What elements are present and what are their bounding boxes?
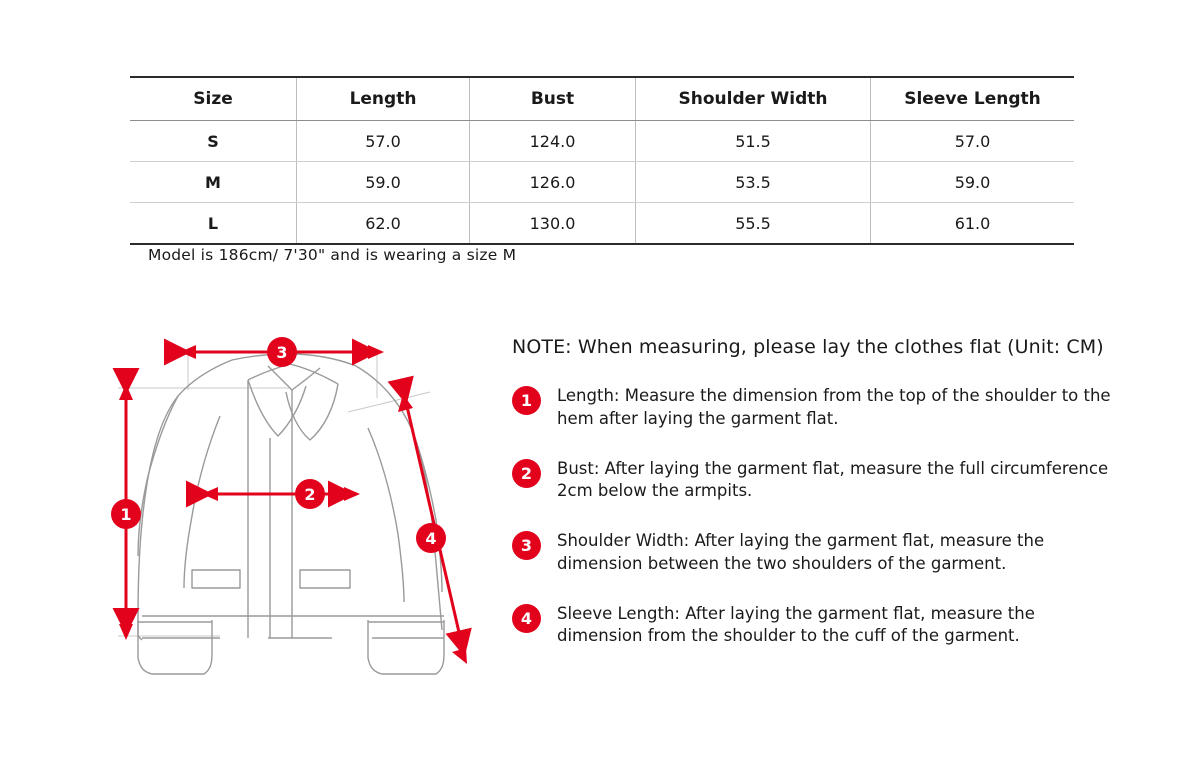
note-badge-4: 4 — [512, 604, 541, 633]
model-size-note: Model is 186cm/ 7'30" and is wearing a size M — [148, 246, 517, 264]
cell-size: S — [130, 121, 297, 162]
cell-shoulder-width: 53.5 — [636, 162, 871, 203]
column-header-sleeve-length: Sleeve Length — [871, 77, 1075, 121]
cell-length: 59.0 — [297, 162, 470, 203]
column-header-length: Length — [297, 77, 470, 121]
note-badge-2: 2 — [512, 459, 541, 488]
arrow-head-right-bust — [344, 487, 360, 501]
size-chart-table — [130, 76, 1074, 245]
cell-bust: 126.0 — [470, 162, 636, 203]
garment-diagram-svg — [100, 320, 520, 720]
diagram-marker-3-label: 3 — [276, 343, 288, 362]
diagram-marker-3 — [267, 337, 297, 367]
table-header-row — [130, 77, 1074, 121]
diagram-marker-4-label: 4 — [425, 529, 437, 548]
cell-shoulder-width: 55.5 — [636, 203, 871, 245]
note-text-length: Length: Measure the dimension from the top of the shoulder to the hem after laying the garment flat. — [557, 386, 1111, 428]
column-header-bust: Bust — [470, 77, 636, 121]
arrow-head-down-length — [119, 624, 133, 640]
arrow-head-right-shoulder — [368, 345, 384, 359]
note-item-sleeve-length — [512, 602, 1112, 649]
table-header — [130, 77, 1074, 121]
cell-sleeve-length: 61.0 — [871, 203, 1075, 245]
note-item-bust — [512, 457, 1112, 504]
column-header-shoulder-width: Shoulder Width — [636, 77, 871, 121]
cell-bust: 124.0 — [470, 121, 636, 162]
diagram-marker-1-label: 1 — [120, 505, 132, 524]
note-text-shoulder-width: Shoulder Width: After laying the garment flat, measure the dimension between the two shoulders of the garment. — [557, 531, 1045, 573]
diagram-marker-2-label: 2 — [304, 485, 316, 504]
note-item-shoulder-width — [512, 529, 1112, 576]
notes-title: NOTE: When measuring, please lay the clothes flat (Unit: CM) — [512, 336, 1104, 358]
cell-size: L — [130, 203, 297, 245]
cell-sleeve-length: 59.0 — [871, 162, 1075, 203]
jacket-outline — [138, 354, 444, 674]
note-badge-3: 3 — [512, 531, 541, 560]
diagram-marker-1 — [111, 499, 141, 529]
table-row — [130, 121, 1074, 162]
note-text-bust: Bust: After laying the garment flat, measure the full circumference 2cm below the armpits. — [557, 458, 1109, 501]
table-row — [130, 162, 1074, 203]
cell-bust: 130.0 — [470, 203, 636, 245]
table-body — [130, 121, 1074, 245]
note-item-length — [512, 384, 1112, 431]
arrow-head-down-sleeve — [452, 648, 467, 664]
cell-length: 57.0 — [297, 121, 470, 162]
cell-shoulder-width: 51.5 — [636, 121, 871, 162]
cell-length: 62.0 — [297, 203, 470, 245]
arrow-head-up-length — [119, 384, 133, 400]
cell-sleeve-length: 57.0 — [871, 121, 1075, 162]
garment-measurement-diagram — [100, 320, 520, 720]
table-row — [130, 203, 1074, 245]
note-text-sleeve-length: Sleeve Length: After laying the garment flat, measure the dimension from the shoulder to the cuff of the garment. — [557, 603, 1035, 646]
size-chart-table-container — [130, 76, 1070, 245]
diagram-marker-4 — [416, 523, 446, 553]
note-badge-1: 1 — [512, 386, 541, 415]
measurement-notes — [512, 336, 1112, 674]
cell-size: M — [130, 162, 297, 203]
column-header-size: Size — [130, 77, 297, 121]
diagram-marker-2 — [295, 479, 325, 509]
arrow-head-left-bust — [202, 487, 218, 501]
